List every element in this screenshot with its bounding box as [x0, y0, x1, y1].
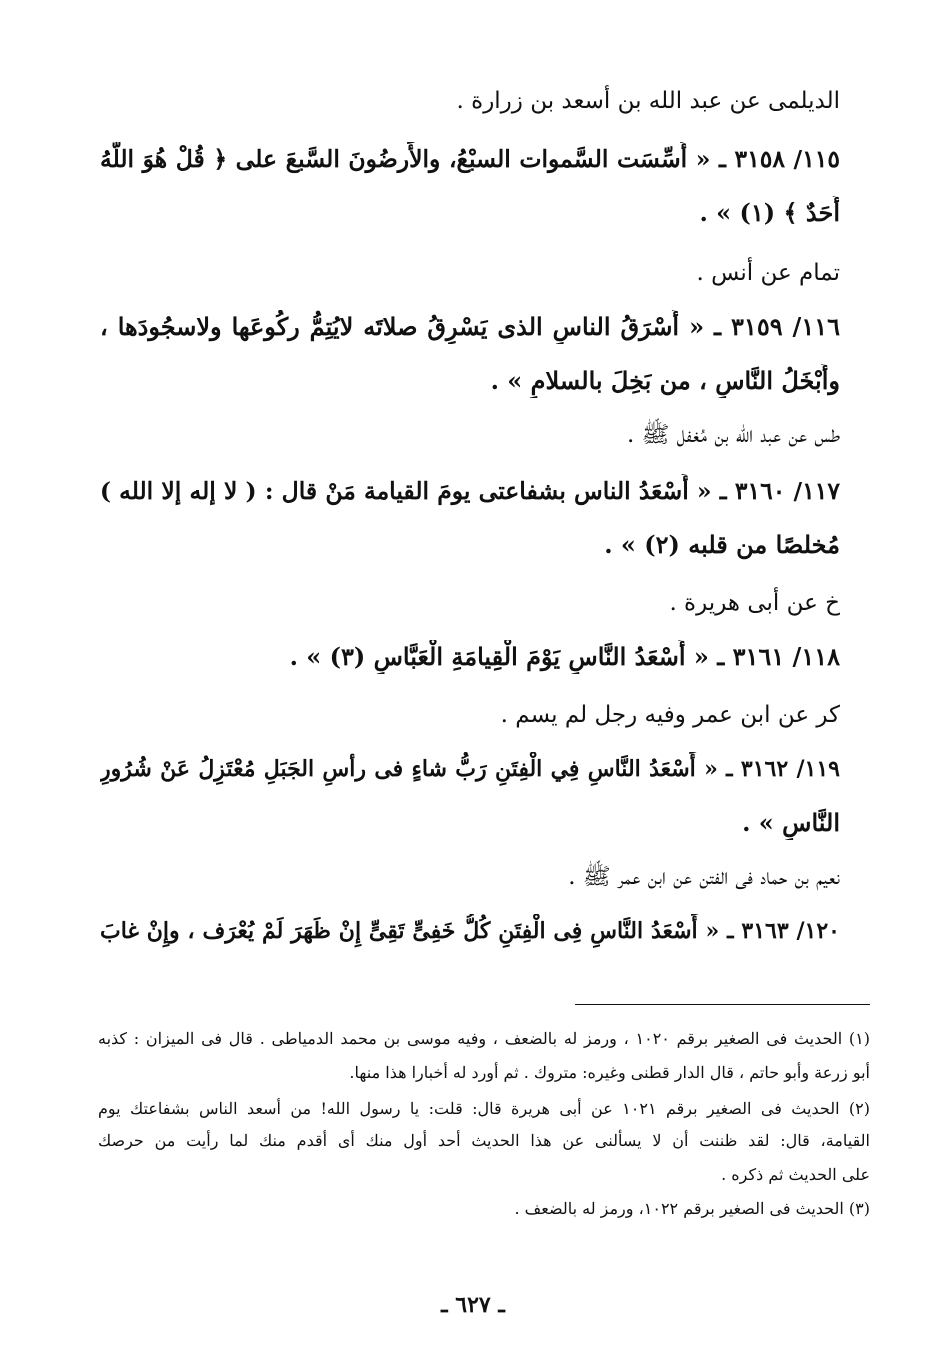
- footnote-line: على الحديث ثم ذكره .: [721, 1165, 870, 1184]
- source-line: تمام عن أنس .: [696, 260, 840, 286]
- hadith-line: مُخلصًا من قلبه (٢) » .: [604, 530, 840, 559]
- hadith-line: وأَبْخَلُ النَّاسِ ، من بَخِلَ بالسلامِ » .: [490, 366, 840, 395]
- footnote-separator: [575, 1004, 870, 1005]
- source-line: الديلمى عن عبد الله بن أسعد بن زرارة .: [456, 88, 840, 114]
- source-line: نعيم بن حماد فى الفتن عن ابن عمر ﷺ .: [568, 864, 840, 890]
- source-line: طس عن عبد الله بن مُغفل ﷺ .: [626, 422, 840, 448]
- source-line: خ عن أبى هريرة .: [669, 590, 840, 616]
- hadith-line: ١١٨/ ٣١٦١ ـ « أَسْعَدُ النَّاسِ يَوْمَ الْقِيامَةِ الْعَبَّاسِ (٣) » .: [289, 642, 840, 671]
- hadith-line: أَحَدٌ ﴾ (١) » .: [699, 198, 840, 227]
- hadith-line: ١٢٠/ ٣١٦٣ ـ « أَسْعَدُ النَّاسِ فِى الْفِتَنِ كُلُّ خَفِىٍّ تَقِىٍّ إِنْ ظَهَرَ لَمْ يُعْرَف ، وإِنْ غابَ: [100, 918, 840, 944]
- hadith-line: ١١٦/ ٣١٥٩ ـ « أَسْرَقُ الناسِ الذى يَسْرِقُ صلاتَه لايُتِمُّ ركُوعَها ولاسجُودَها ،: [100, 312, 840, 341]
- hadith-line: ١١٥/ ٣١٥٨ ـ « أُسِّسَت السَّموات السبْعُ، والأَرضُونَ السَّبعَ على ﴿ قُلْ هُوَ اللَّهُ: [100, 145, 840, 173]
- hadith-line: ١١٧/ ٣١٦٠ ـ « أَسْعَدُ الناس بشفاعتى يومَ القيامة مَنْ قال : ( لا إله إلا الله ): [100, 477, 840, 505]
- footnote-line: أبو زرعة وأبو حاتم ، قال الدار قطنى وغيره: متروك . ثم أورد له أخبارا هذا منها.: [349, 1063, 870, 1082]
- footnote-line: (٣) الحديث فى الصغير برقم ١٠٢٢، ورمز له بالضعف .: [514, 1199, 870, 1218]
- footnote-line: (١) الحديث فى الصغير برقم ١٠٢٠ ، ورمز له بالضعف ، وفيه موسى بن محمد الدمياطى . قال فى الميزان : كذبه: [98, 1029, 870, 1048]
- hadith-line: النَّاسِ » .: [742, 808, 840, 837]
- page-number: ـ ٦٢٧ ـ: [441, 1292, 505, 1318]
- source-line: كر عن ابن عمر وفيه رجل لم يسم .: [500, 702, 840, 728]
- hadith-line: ١١٩/ ٣١٦٢ ـ « أَسْعَدُ النَّاسِ فِي الْفِتَنِ رَبُّ شاءٍ فى رأسِ الجَبَلِ مُعْتَزِلُ عَنْ شُرُورِ: [100, 756, 840, 782]
- footnote-line: القيامة، قال: لقد ظننت أن لا يسألنى عن هذا الحديث أحد أول منك أى أقدم منك لما رأيت من حرصك: [98, 1131, 870, 1150]
- footnote-line: (٢) الحديث فى الصغير برقم ١٠٢١ عن أبى هريرة قال: قلت: يا رسول الله! من أسعد الناس بشفاعتك يوم: [98, 1099, 870, 1118]
